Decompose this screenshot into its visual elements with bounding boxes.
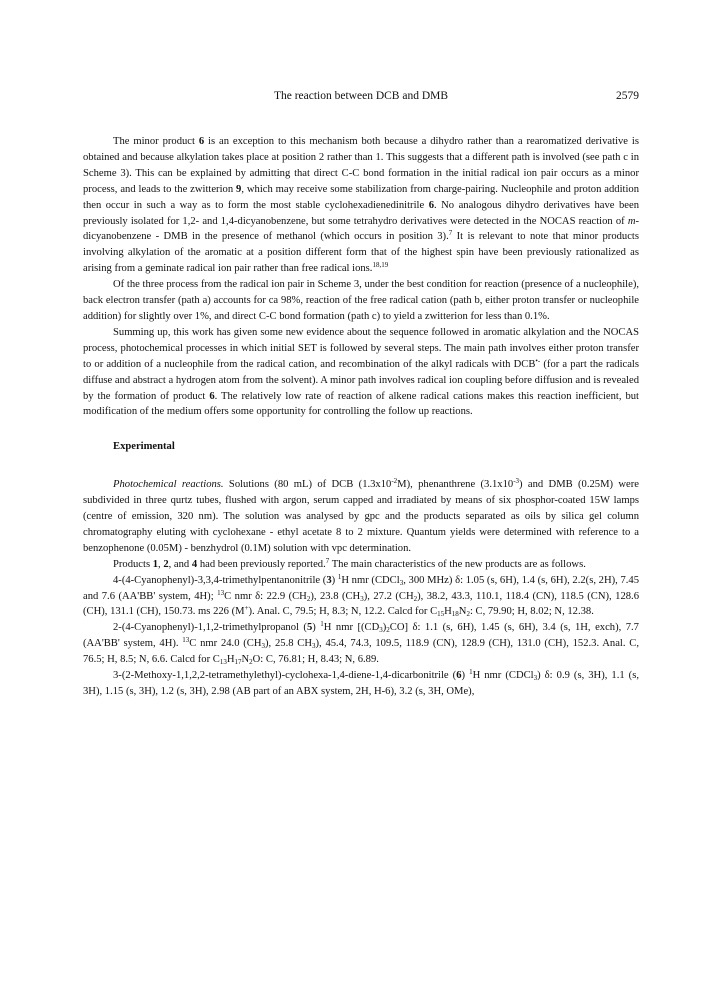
section-heading-experimental: Experimental	[113, 441, 175, 453]
running-header	[83, 90, 639, 106]
paragraph-three-processes: Of the three process from the radical ion pair in Scheme 3, under the best condition for reaction (presence of a nucleophile), back electron transfer (path a) accounts for ca 98%, reaction of the free radical cation (path b, either proton transfer or nucleophile addition) for slightly over 1%, and direct C-C bond formation (path c) to yield a zwitterion for less than 0.1%.	[83, 279, 639, 322]
paragraph-summing-up: Summing up, this work has given some new evidence about the sequence followed in aromatic alkylation and the NOCAS process, photochemical processes in which initial SET is followed by several steps. The main path involves either proton transfer to or addition of a nucleophile from the radical cation, and recombination of the alkyl radicals with DCB•- (for a part the radicals diffuse and abstract a hydrogen atom from the solvent). A minor path involves radical ion coupling before diffusion and is revealed by the formation of product 6. The relatively low rate of reaction of alkene radical cations makes this reaction inefficient, but modification of the medium offers some opportunity for controlling the follow up reactions.	[83, 326, 639, 418]
paragraph-products: Products 1, 2, and 4 had been previously reported.$^7$ The main characteristics of the new products are as follows.	[113, 556, 586, 570]
paragraph-compound-3: 4-(4-Cyanophenyl)-3,3,4-trimethylpentanonitrile (3) $^1$H nmr (CDCl$_3$, 300 MHz) δ: 1.05 (s, 6H), 1.4 (s, 6H), 2.2(s, 2H), 7.45 and 7.6 (AA'BB' system, 4H); $^{13}$C nmr δ: 22.9 $(CH_2)$, 23.8 $(CH_3)$, 27.2 $(CH_2)$, 38.2, 43.3, 110.1, 118.4 (CN), 118.5 (CN), 128.6 (CH), 131.1 (CH), 150.73. ms 226 (M+). Anal. C, 79.5; H, 8.3; N, 12.2. Calcd for $C_{15}H_{18}N_2$: C, 79.90; H, 8.02; N, 12.38.	[83, 572, 639, 619]
paragraph-minor-product: The minor product 6 is an exception to this mechanism both because a dihydro rather than a rearomatized derivative is obtained and because alkylation takes place at position 2 rather than 1. This suggests that a different path is involved (see path c in Scheme 3). This can be explained by admitting that direct C-C bond formation in the initial radical ion pair occurs as a minor process, and leads to the zwitterion 9, which may receive some stabilization from charge-pairing. Nucleophile and proton addition then occur in such a way as to form the most stable cyclohexadienedinitrile 6. No analogous dihydro derivatives have been previously isolated for 1,2- and 1,4-dicyanobenzene, but some tetrahydro derivatives were detected in the NOCAS reaction of m-dicyanobenzene - DMB in the presence of methanol (which occurs in position 3).$^7$ It is relevant to note that minor products involving alkylation of the aromatic at a position different form that of the highest spin have been previously rationalized as arising from a geminate radical ion pair rather than free radical ions.$^{18,19}$	[83, 136, 639, 275]
paragraph-photochemical-reactions: Photochemical reactions. Solutions (80 mL) of DCB $(1.3x10^{-2}M)$, phenanthrene $(3.1x10^{-3})$ and DMB (0.25M) were subdivided in three qurtz tubes, flushed with argon, serum capped and irradiated by means of six phosphor-coated 15W lamps (centre of emission, 320 nm). The solution was analysed by gpc and the products separated as oils by silica gel column chromatography eluting with cyclohexane - ethyl acetate 8 to 2 mixture. Quantum yields were determined with reference to a benzophenone (0.05M) - benzhydrol (0.1M) solution with vpc determination.	[83, 477, 639, 554]
running-title: The reaction between DCB and DMB	[273, 90, 449, 102]
paragraph-compound-5: 2-(4-Cyanophenyl)-1,1,2-trimethylpropanol (5) $^1$H nmr $[(CD_3)_2CO]$ δ: 1.1 (s, 6H), 1.45 (s, 6H), 3.4 (s, 1H, exch), 7.7 (AA'BB' system, 4H). $^{13}$C nmr 24.0 $(CH_3)$, 25.8 $CH_3$), 45.4, 74.3, 109.5, 118.9 (CN), 128.9 (CH), 131.0 (CH), 152.3. Anal. C, 76.5; H, 8.5; N, 6.6. Calcd for $C_{13}H_{17}N_2O$: C, 76.81; H, 8.43; N, 6.89.	[83, 620, 640, 667]
page-number: 2579	[616, 90, 639, 102]
paragraph-compound-6: 3-(2-Methoxy-1,1,2,2-tetramethylethyl)-cyclohexa-1,4-diene-1,4-dicarbonitrile (6) $^1$H nmr (CDCl$_3$) δ: 0.9 (s, 3H), 1.1 (s, 3H), 1.15 (s, 3H), 1.2 (s, 3H), 2.98 (AB part of an ABX system, 2H, H-6), 3.2 (s, 3H, OMe),	[83, 668, 639, 697]
body-text	[83, 134, 639, 700]
